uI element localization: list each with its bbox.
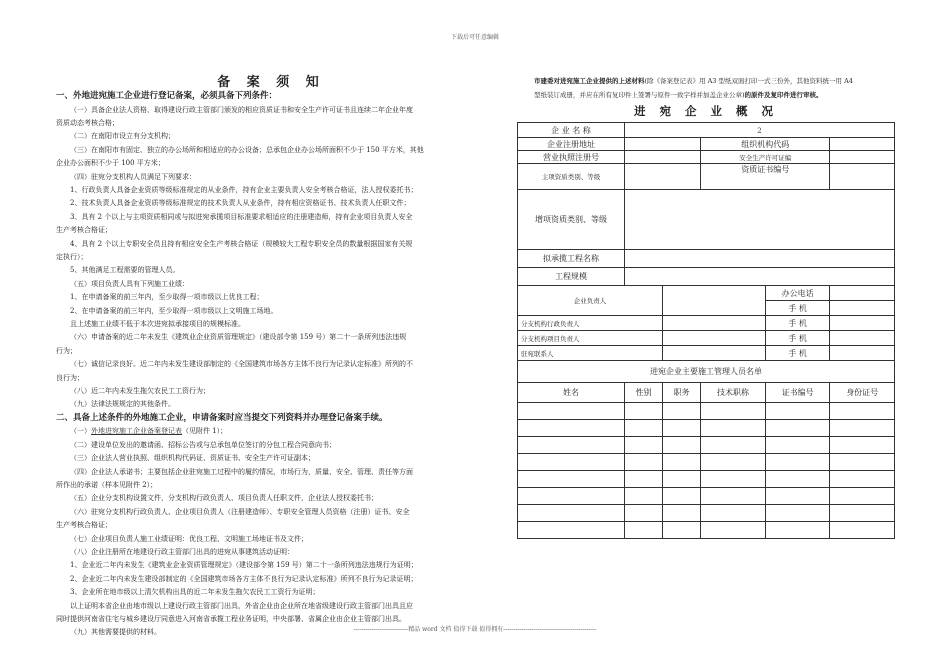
- section-1-line: （六）申请备案的近二年未发生《建筑业企业资质管理规定》（建设部令第 159 号）第二十一条所列违法违规: [70, 333, 407, 342]
- staff-header-cell: 姓名: [518, 383, 625, 403]
- section-2-line: 3、企业所在地市级以上清欠机构出具的近二年未发生拖欠农民工工资行为证明；: [70, 588, 320, 597]
- section-1-line: （一）具备企业法人资格、取得建设行政主管部门颁发的相应资质证书和安全生产许可证书且连续二年企业年度: [70, 105, 413, 114]
- section-2-line: （八）企业注册所在地建设行政主管部门出具的进宛从事建筑活动证明：: [70, 548, 294, 556]
- staff-cell[interactable]: [830, 522, 895, 539]
- staff-header-cell: 证书编号: [765, 383, 830, 403]
- staff-cell[interactable]: [765, 522, 830, 539]
- staff-row: [518, 522, 895, 539]
- field-safety-permit[interactable]: [830, 151, 895, 164]
- label-legal-rep: 企业负责人: [518, 286, 663, 316]
- staff-cell[interactable]: [518, 471, 625, 488]
- section-1-line: 且上述施工业绩不低于本次进宛拟承接项目的规模标准。: [70, 320, 245, 328]
- staff-cell[interactable]: [518, 505, 625, 522]
- staff-cell[interactable]: [663, 454, 701, 471]
- label-license-no: 营业执照注册号: [518, 151, 625, 164]
- field-contact[interactable]: [663, 346, 766, 361]
- staff-header-cell: 职务: [663, 383, 701, 403]
- section-2-line: 同时提供河南省住宅与城乡建设厅同意进入河南省承揽工程业务证明，中央部署、省属企业由企业主管部门出具。: [56, 615, 406, 624]
- field-branch-admin[interactable]: [663, 316, 766, 331]
- section-1-line: （四）驻宛分支机构人员满足下列要求：: [70, 172, 196, 181]
- staff-cell[interactable]: [701, 488, 766, 505]
- field-license-no[interactable]: [625, 151, 701, 164]
- item-suffix: （见附件 1）；: [182, 427, 228, 436]
- section-1-line: 2、在申请备案的前三年内，至少取得一项市级以上文明施工场地。: [70, 306, 278, 315]
- section-1-line: 生产考核合格证；: [56, 226, 112, 235]
- staff-cell[interactable]: [830, 471, 895, 488]
- staff-cell[interactable]: [765, 471, 830, 488]
- review-note: [516, 74, 896, 102]
- staff-cell[interactable]: [625, 454, 663, 471]
- staff-cell[interactable]: [701, 505, 766, 522]
- note-bold-2: 的原件及复印件进行审核。: [744, 91, 823, 99]
- field-project-name[interactable]: [625, 250, 895, 268]
- section-2-line: 以上证明本省企业由地市级以上建设行政主管部门出具，外省企业由企业所在地省级建设行政主管部门出具且应: [70, 601, 413, 610]
- staff-cell[interactable]: [625, 522, 663, 539]
- staff-cell[interactable]: [625, 420, 663, 437]
- section-2-line: （五）企业分支机构设置文件，分支机构行政负责人、项目负责人任职文件，企业法人授权委托书；: [70, 494, 378, 503]
- label-branch-project: 分支机构项目负责人: [518, 331, 663, 346]
- section-1-line: 定执行）；: [56, 252, 88, 261]
- section-1-heading: 一、外地进宛施工企业进行登记备案，必须具备下列条件：: [56, 91, 278, 101]
- field-branch-project[interactable]: [663, 331, 766, 346]
- section-1-line: 行为；: [56, 346, 77, 355]
- staff-cell[interactable]: [625, 403, 663, 420]
- staff-cell[interactable]: [701, 522, 766, 539]
- staff-cell[interactable]: [518, 522, 625, 539]
- section-2-heading: 二、具备上述条件的外地施工企业，申请备案时应当提交下列资料并办理登记备案手续。: [56, 412, 388, 423]
- page-header-note: 下载后可任意编辑: [450, 34, 499, 41]
- note-bold-1: 市建委对进宛施工企业提供的上述材料: [534, 77, 645, 85]
- staff-cell[interactable]: [830, 505, 895, 522]
- staff-header-row: [518, 383, 895, 403]
- section-1-line: 5、其他满足工程需要的管理人员。: [70, 266, 180, 275]
- field-org-code[interactable]: [830, 138, 895, 151]
- field-legal-rep[interactable]: [663, 286, 766, 316]
- section-1-line: 3、具有 2 个以上与主项资质相同或与拟进宛承揽项目标准要求相适应的注册建造师，持有企业项目负责人安全: [70, 212, 413, 221]
- section-1-line: 4、具有 2 个以上专职安全员且持有相应安全生产考核合格证（规模较大工程专职安全员的数量根据国家有关规: [70, 239, 413, 248]
- field-extra-quals[interactable]: [625, 190, 895, 250]
- section-2-line: （九）其他需要提供的材料。: [70, 628, 161, 637]
- label-contact: 驻宛联系人: [518, 346, 663, 361]
- staff-cell[interactable]: [663, 522, 701, 539]
- label-project-scale: 工程规模: [518, 268, 625, 286]
- section-2-line: 所作出的承诺（样本见附件 2）；: [56, 480, 158, 489]
- label-company-name: 企 业 名 称: [518, 123, 625, 138]
- section-1-line: （九）法律法规规定的其他条件。: [70, 400, 175, 409]
- staff-cell[interactable]: [765, 420, 830, 437]
- staff-row: [518, 471, 895, 488]
- staff-list-title: 进宛企业主要施工管理人员名单: [518, 361, 895, 383]
- staff-cell[interactable]: [701, 403, 766, 420]
- form-title: 进 宛 企 业 概 况: [633, 104, 779, 118]
- staff-cell[interactable]: [663, 420, 701, 437]
- notice-title: 备 案 须 知: [217, 75, 325, 90]
- overview-table: [517, 122, 895, 539]
- staff-cell[interactable]: [765, 437, 830, 454]
- section-2-item-1: [56, 425, 486, 438]
- staff-cell[interactable]: [518, 437, 625, 454]
- item-prefix: （一）: [70, 427, 91, 436]
- staff-cell[interactable]: [663, 471, 701, 488]
- staff-cell[interactable]: [830, 454, 895, 471]
- staff-cell[interactable]: [625, 437, 663, 454]
- staff-cell[interactable]: [518, 488, 625, 505]
- label-mobile-4: 手 机: [765, 346, 830, 361]
- label-project-name: 拟承揽工程名称: [518, 250, 625, 268]
- section-1-body: [56, 104, 486, 412]
- staff-cell[interactable]: [663, 403, 701, 420]
- page-footer: ---------------------------精品 word 文档 值得下载 值得拥有----------------------------------------------: [353, 626, 597, 633]
- section-1-line: 2、技术负责人具备企业资质等级标准规定的技术负责人从业条件，持有相应资格证书、技术负责人任职文件；: [70, 199, 411, 208]
- staff-row: [518, 454, 895, 471]
- section-1-line: （七）诚信记录良好。近二年内未发生建设部制定的《全国建筑市场各方主体不良行为记录认定标准》所列的不: [70, 360, 413, 369]
- registration-form-link[interactable]: 外地进宛施工企业备案登记表: [91, 427, 182, 436]
- section-1-line: （五）项目负责人具有下列施工业绩：: [70, 279, 189, 288]
- staff-cell[interactable]: [663, 437, 701, 454]
- section-1-line: 1、行政负责人具备企业资质等级标准规定的从业条件，持有企业主要负责人安全考核合格证，法人授权委托书；: [70, 185, 418, 194]
- staff-cell[interactable]: [830, 488, 895, 505]
- staff-row: [518, 420, 895, 437]
- staff-header-cell: 身份证号: [830, 383, 895, 403]
- section-1-line: 良行为；: [56, 373, 84, 382]
- staff-cell[interactable]: [518, 420, 625, 437]
- cursor-mark: 2: [757, 126, 762, 135]
- section-2-line: 2、企业近二年内未发生建设部制定的《全国建筑市场各方主体不良行为记录认定标准》所列不良行为记录证明；: [70, 574, 418, 583]
- staff-cell[interactable]: [765, 505, 830, 522]
- field-reg-address[interactable]: [625, 138, 701, 151]
- section-1-line: （二）在南阳市设立有分支机构；: [70, 132, 175, 141]
- section-2-line: （七）企业项目负责人施工业绩证明：优良工程、文明施工场地证书及文件；: [70, 534, 308, 543]
- filing-notice: [56, 76, 486, 640]
- field-company-name[interactable]: [625, 123, 895, 138]
- label-qual-cert-no: 资质证书编号: [701, 164, 830, 190]
- field-main-quals[interactable]: [625, 164, 701, 190]
- label-safety-permit: 安全生产许可证编: [701, 151, 830, 164]
- staff-row: [518, 505, 895, 522]
- staff-cell[interactable]: [625, 488, 663, 505]
- label-office-phone: 办公电话: [765, 286, 830, 301]
- company-overview-form: [516, 74, 896, 539]
- field-office-phone[interactable]: [830, 286, 895, 301]
- label-reg-address: 企业注册地址: [518, 138, 625, 151]
- field-mobile-4[interactable]: [830, 346, 895, 361]
- staff-header-cell: 技术职称: [701, 383, 766, 403]
- section-1-line: （八）近二年内未发生拖欠农民工工资行为；: [70, 387, 210, 396]
- staff-cell[interactable]: [830, 437, 895, 454]
- staff-row: [518, 488, 895, 505]
- staff-cell[interactable]: [518, 454, 625, 471]
- field-mobile-1[interactable]: [830, 301, 895, 316]
- staff-cell[interactable]: [765, 454, 830, 471]
- field-project-scale[interactable]: [625, 268, 895, 286]
- section-2-body: [56, 439, 486, 640]
- section-2-line: 生产考核合格证；: [56, 521, 112, 530]
- staff-row: [518, 437, 895, 454]
- staff-cell[interactable]: [701, 471, 766, 488]
- staff-row: [518, 403, 895, 420]
- note-mid: (除《备案登记表》用 A3 型纸双面打印一式三份外，其他资料统一用 A4: [644, 77, 853, 85]
- section-1-line: 企业办公面积不少于 100 平方米；: [56, 159, 165, 168]
- section-2-line: （三）企业法人营业执照、组织机构代码证、资质证书、安全生产许可证副本；: [70, 454, 315, 463]
- label-mobile-2: 手 机: [765, 316, 830, 331]
- field-mobile-2[interactable]: [830, 316, 895, 331]
- label-extra-quals: 增项资质类别、等级: [518, 190, 625, 250]
- staff-cell[interactable]: [701, 437, 766, 454]
- section-2-line: （四）企业法人承诺书；主要包括企业驻宛施工过程中的履约情况，市场行为，质量、安全、管理、责任等方面: [70, 467, 413, 476]
- section-1-line: （三）在南阳市有固定、独立的办公场所和相适应的办公设备；总承包企业办公场所面积不少于 150 平方米，其他: [70, 145, 424, 154]
- note-line-2: 型纸装订成册，并应在所有复印件上签署与原件一致字样并加盖企业公章): [534, 91, 745, 99]
- staff-cell[interactable]: [663, 505, 701, 522]
- staff-cell[interactable]: [663, 488, 701, 505]
- staff-cell[interactable]: [765, 403, 830, 420]
- field-mobile-3[interactable]: [830, 331, 895, 346]
- staff-cell[interactable]: [830, 420, 895, 437]
- field-qual-cert-no[interactable]: [830, 164, 895, 190]
- staff-cell[interactable]: [701, 420, 766, 437]
- staff-cell[interactable]: [625, 505, 663, 522]
- label-mobile-1: 手 机: [765, 301, 830, 316]
- label-branch-admin: 分支机构行政负责人: [518, 316, 663, 331]
- label-org-code: 组织机构代码: [701, 138, 830, 151]
- label-main-quals: 主项资质类别、等级: [518, 164, 625, 190]
- staff-cell[interactable]: [830, 403, 895, 420]
- staff-cell[interactable]: [765, 488, 830, 505]
- staff-cell[interactable]: [625, 471, 663, 488]
- section-1-line: 资质动态考核合格；: [56, 118, 119, 127]
- section-2-line: （六）驻宛分支机构行政负责人、企业项目负责人（注册建造师）、专职安全管理人员资格（注册）证书、安全: [70, 507, 410, 516]
- staff-header-cell: 性别: [625, 383, 663, 403]
- staff-cell[interactable]: [701, 454, 766, 471]
- staff-cell[interactable]: [518, 403, 625, 420]
- section-1-line: 1、在申请备案的前三年内，至少取得一项市级以上优良工程；: [70, 293, 264, 302]
- section-2-line: 1、企业近二年内未发生《建筑业企业资质管理规定》（建设部令第 159 号）第二十一条所列违法违规行为证明；: [70, 561, 418, 570]
- label-mobile-3: 手 机: [765, 331, 830, 346]
- section-2-line: （二）建设单位发出的邀请函、招标公告或与总承包单位签订的分包工程合同意向书；: [70, 440, 336, 449]
